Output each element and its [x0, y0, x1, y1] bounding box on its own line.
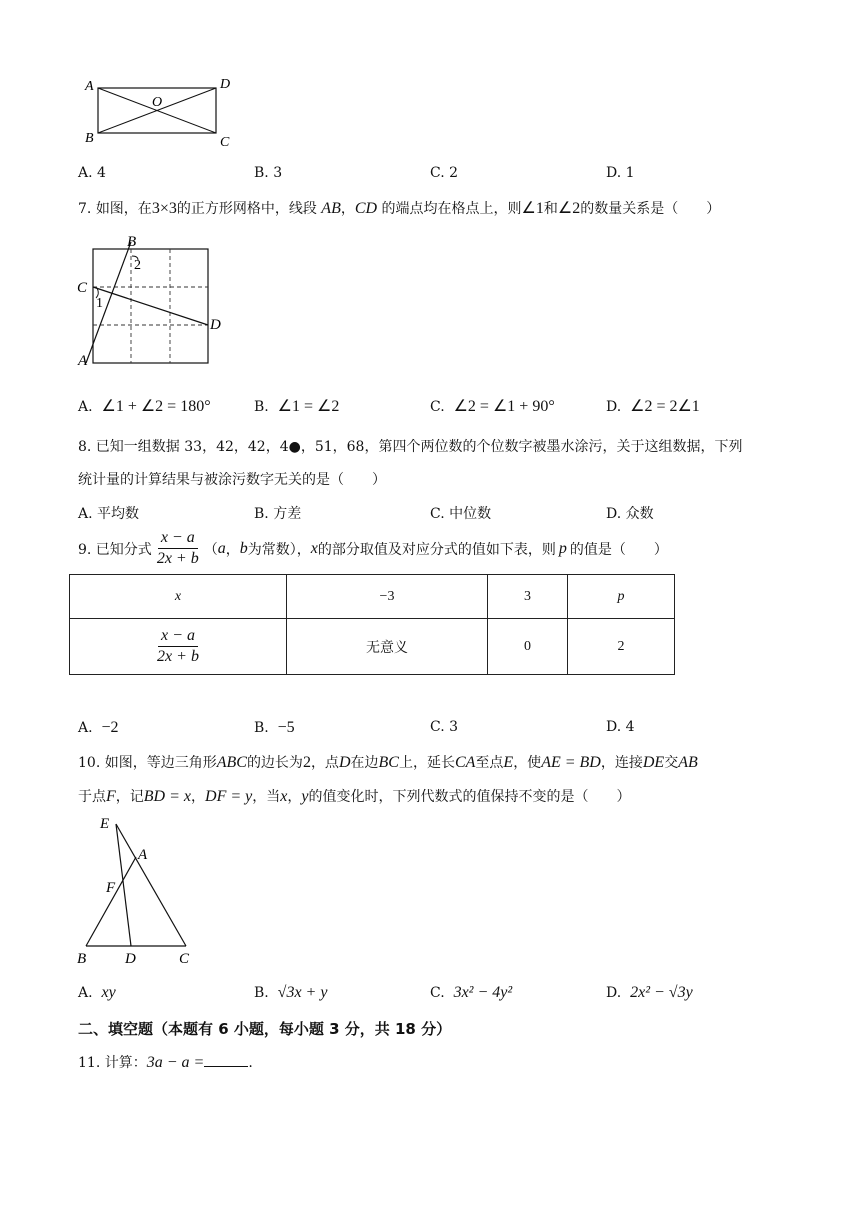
- q10-option-b[interactable]: [254, 984, 327, 1002]
- q8-option-a[interactable]: A. 平均数: [78, 506, 140, 522]
- q10-equation-bd-x: BD = x: [143, 788, 192, 805]
- q10-text: 交: [664, 755, 679, 771]
- q6-label-A: A: [85, 79, 94, 94]
- option-expression: ∠1 + ∠2 = 180°: [101, 398, 211, 415]
- option-expression: √3x + y: [277, 984, 328, 1001]
- option-label: B.: [254, 985, 269, 1001]
- q6-option-b[interactable]: B. 3: [254, 165, 283, 181]
- q10-label-F: F: [106, 880, 116, 896]
- q9-number: 9. 已知分式: [78, 541, 152, 558]
- option-expression: −2: [101, 719, 119, 736]
- q6-label-O: O: [152, 95, 163, 110]
- q6-label-C: C: [220, 135, 230, 150]
- option-label: B.: [254, 720, 269, 736]
- option-label: B.: [254, 399, 269, 415]
- q9-table-fraction: [154, 628, 202, 665]
- q10-segment-de: DE: [642, 754, 665, 771]
- q8-stem-line2: 统计量的计算结果与被涂污数字无关的是（ ）: [78, 472, 386, 488]
- q7-text: 的数量关系是（ ）: [580, 201, 721, 217]
- q10-text: 10. 如图，等边三角形: [78, 755, 217, 771]
- table-cell: −3: [287, 575, 488, 619]
- fraction-numerator: x − a: [158, 628, 198, 647]
- q7-option-b[interactable]: [254, 396, 339, 416]
- q10-text: 在边: [350, 755, 379, 771]
- option-label: A.: [78, 399, 93, 415]
- option-expression: ∠2 = 2∠1: [630, 398, 700, 415]
- q9-text: 为常数），: [247, 541, 311, 558]
- q11-stem: [78, 1052, 253, 1072]
- option-label: D.: [606, 399, 622, 415]
- q6-label-D: D: [220, 77, 231, 92]
- q6-label-B: B: [85, 131, 94, 146]
- q10-point-f: F: [106, 788, 116, 805]
- q9-text: （: [203, 541, 218, 558]
- q7-grid-figure: [72, 232, 232, 372]
- q9-var-b: b: [239, 539, 248, 557]
- q7-angle-2: ∠2: [557, 200, 581, 217]
- q10-var-x: x: [280, 788, 288, 805]
- table-cell: 3: [488, 575, 568, 619]
- q10-text: 于点: [78, 789, 106, 805]
- q10-text: 至点: [475, 755, 504, 771]
- option-label: A.: [78, 720, 93, 736]
- q8-option-c[interactable]: C. 中位数: [430, 506, 492, 522]
- q10-stem-line2: [78, 786, 630, 806]
- q10-segment-bc: BC: [378, 754, 399, 771]
- q7-label-B: B: [127, 234, 137, 250]
- q7-number: 7.: [78, 201, 92, 217]
- option-label: C.: [430, 985, 445, 1001]
- q10-text: ，连接: [600, 755, 643, 771]
- q10-text: 的边长为: [246, 755, 303, 771]
- section-heading-fill-in: 二、填空题（本题有 6 小题，每小题 3 分，共 18 分）: [78, 1020, 452, 1038]
- q9-var-a: a: [217, 539, 226, 557]
- q9-var-x: x: [310, 539, 318, 557]
- option-expression: −5: [277, 719, 295, 736]
- q10-equation-ae-bd: AE = BD: [541, 754, 601, 771]
- q7-label-A: A: [78, 353, 88, 369]
- q7-segment-cd: CD: [354, 200, 378, 217]
- option-expression: ∠1 = ∠2: [277, 398, 340, 415]
- table-cell-p: p: [568, 575, 675, 619]
- q7-text: 的端点均在格点上，则: [381, 201, 522, 217]
- q7-option-a[interactable]: [78, 396, 211, 416]
- q10-triangle-figure: [74, 812, 204, 970]
- q7-label-C: C: [77, 280, 88, 296]
- option-label: C.: [430, 399, 445, 415]
- q10-option-a[interactable]: [78, 984, 116, 1002]
- q11-answer-blank[interactable]: [204, 1052, 248, 1067]
- q11-prefix: 11. 计算：: [78, 1055, 147, 1071]
- q10-side-length: 2: [302, 754, 311, 771]
- q7-stem: [78, 198, 720, 218]
- q10-label-A: A: [138, 847, 148, 863]
- option-expression: 2x² − √3y: [630, 984, 693, 1001]
- q7-option-c[interactable]: [430, 396, 555, 416]
- q10-text: ，记: [115, 789, 144, 805]
- q10-text: 上，延长: [398, 755, 455, 771]
- fraction-denominator: 2x + b: [157, 648, 199, 665]
- q7-segment-ab: AB: [321, 200, 341, 217]
- q10-label-C: C: [179, 951, 190, 967]
- q10-label-D: D: [125, 951, 136, 967]
- q10-segment-ab: AB: [678, 754, 698, 771]
- q10-stem-line1: [78, 752, 698, 772]
- q7-label-D: D: [210, 317, 221, 333]
- q10-text: ，使: [513, 755, 542, 771]
- q9-text: ，: [225, 541, 240, 558]
- q10-equation-df-y: DF = y: [205, 788, 253, 805]
- option-label: D.: [606, 985, 622, 1001]
- q6-option-a[interactable]: A. 4: [78, 165, 106, 181]
- q7-label-two: 2: [134, 258, 141, 273]
- q9-option-d[interactable]: D. 4: [606, 719, 635, 735]
- fraction-denominator: 2x + b: [156, 550, 199, 567]
- q10-text: ，当: [252, 789, 281, 805]
- q10-label-B: B: [77, 951, 87, 967]
- option-label: A.: [78, 985, 93, 1001]
- q7-grid-size: 3×3: [151, 200, 177, 217]
- q8-stem-line1: 8. 已知一组数据 33，42，42，4●，51，68，第四个两位数的个位数字被墨水涂污，关于这组数据，下列: [78, 439, 743, 455]
- table-cell-x: x: [70, 575, 287, 619]
- q9-text: 的部分取值及对应分式的值如下表，则: [317, 541, 556, 558]
- q8-option-d[interactable]: D. 众数: [606, 506, 654, 522]
- q7-text: ，: [340, 201, 355, 217]
- q10-text: ，点: [310, 755, 339, 771]
- q10-option-d[interactable]: [606, 984, 693, 1002]
- q8-option-b[interactable]: B. 方差: [254, 506, 302, 522]
- q10-var-y: y: [301, 788, 309, 805]
- q9-value-table: [69, 574, 675, 675]
- q10-text: ，: [191, 789, 206, 805]
- q6-option-c[interactable]: C. 2: [430, 165, 459, 181]
- q9-text: 的值是（ ）: [569, 541, 668, 558]
- q7-text: 和: [543, 201, 558, 217]
- table-row: [70, 575, 675, 619]
- q9-option-a[interactable]: [78, 719, 119, 737]
- q7-label-one: 1: [96, 296, 103, 311]
- q6-rectangle-figure: [78, 72, 248, 152]
- option-expression: ∠2 = ∠1 + 90°: [453, 398, 555, 415]
- q10-segment-ca: CA: [454, 754, 476, 771]
- q10-point-e: E: [503, 754, 514, 771]
- q9-stem: [78, 530, 668, 567]
- option-expression: xy: [101, 984, 116, 1001]
- q9-fraction: [154, 530, 202, 567]
- q10-text: ，: [287, 789, 302, 805]
- q9-var-p: p: [558, 539, 567, 557]
- table-cell: 2: [568, 619, 675, 675]
- q11-suffix: .: [248, 1055, 253, 1071]
- table-row: [70, 619, 675, 675]
- table-cell: 无意义: [287, 619, 488, 675]
- q7-text: 如图，在: [95, 201, 152, 217]
- q9-option-c[interactable]: C. 3: [430, 719, 459, 735]
- q10-label-E: E: [100, 816, 110, 832]
- q10-option-c[interactable]: [430, 984, 512, 1002]
- q10-text: 的值变化时，下列代数式的值保持不变的是（ ）: [308, 789, 631, 805]
- q6-option-d[interactable]: D. 1: [606, 165, 635, 181]
- q10-point-d: D: [338, 754, 351, 771]
- table-cell: 0: [488, 619, 568, 675]
- q7-text: 的正方形网格中，线段: [176, 201, 317, 217]
- table-cell-fraction: [70, 619, 287, 675]
- q7-angle-1: ∠1: [521, 200, 544, 217]
- q9-option-b[interactable]: [254, 719, 295, 737]
- fraction-numerator: x − a: [158, 530, 198, 549]
- option-expression: 3x² − 4y²: [453, 984, 513, 1001]
- q11-expression: 3a − a =: [146, 1054, 205, 1071]
- q7-option-d[interactable]: [606, 396, 700, 416]
- q10-triangle-abc: ABC: [216, 754, 247, 771]
